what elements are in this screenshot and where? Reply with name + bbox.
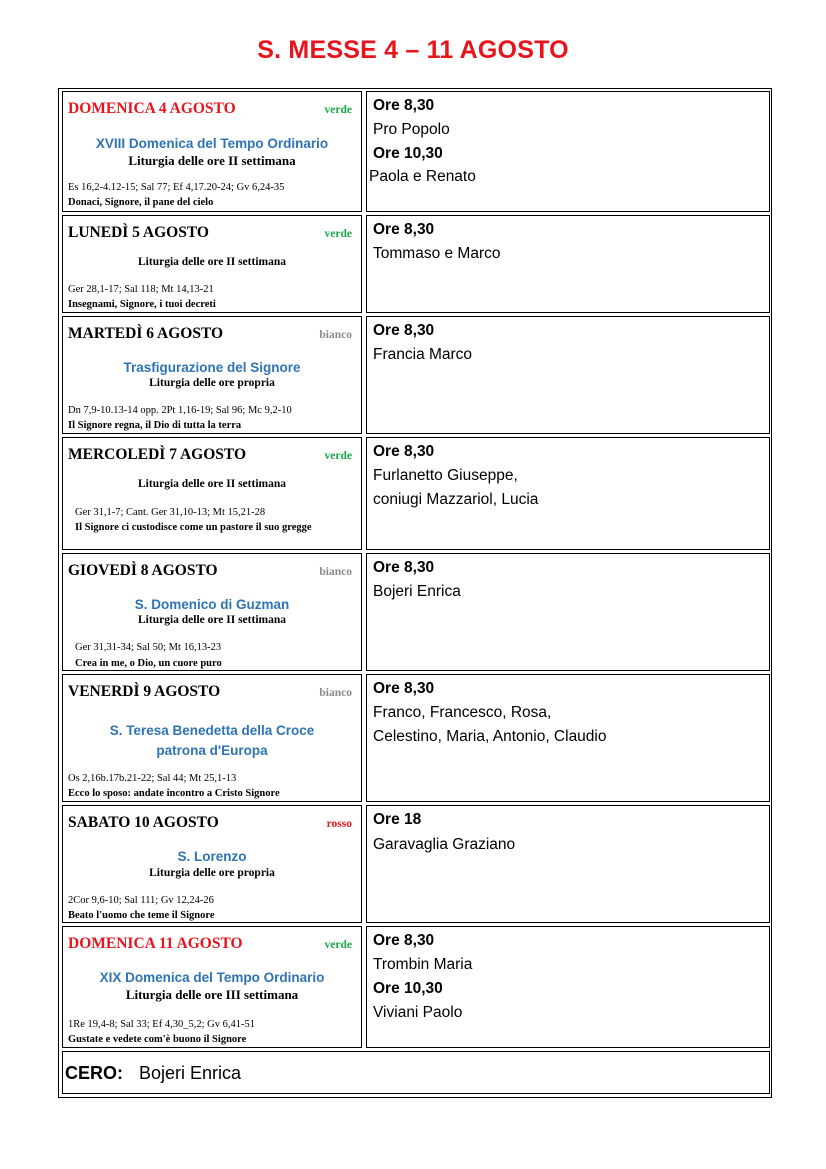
liturgy-hours: Liturgia delle ore II settimana [138,614,286,626]
feast-subtitle: patrona d'Europa [156,743,268,758]
mass-intention: Tommaso e Marco [373,245,501,262]
mass-time: Ore 10,30 [373,145,443,162]
psalm-response: Insegnami, Signore, i tuoi decreti [68,299,216,310]
mass-time: Ore 8,30 [373,322,435,339]
day-cell-sabato-10 [62,805,362,923]
mass-cell-sabato-10 [366,805,770,923]
day-label: GIOVEDÌ 8 AGOSTO [68,562,218,579]
mass-time: Ore 8,30 [373,97,435,114]
feast-name: S. Teresa Benedetta della Croce [109,723,315,738]
liturgical-color: rosso [326,818,352,830]
readings: Ger 28,1-17; Sal 118; Mt 14,13-21 [68,284,214,295]
mass-intention: Francia Marco [373,346,473,363]
feast-name: XVIII Domenica del Tempo Ordinario [95,136,329,151]
liturgy-hours: Liturgia delle ore II settimana [138,478,286,490]
psalm-response: Gustate e vedete com'è buono il Signore [68,1034,247,1045]
mass-cell-lunedi-5 [366,215,770,313]
cero-row [62,1051,770,1094]
day-label: DOMENICA 4 AGOSTO [68,100,236,117]
mass-intention: Pro Popolo [373,121,450,138]
mass-time: Ore 8,30 [373,559,435,576]
readings: 2Cor 9,6-10; Sal 111; Gv 12,24-26 [68,895,214,906]
page-title: S. MESSE 4 – 11 AGOSTO [257,36,569,64]
liturgy-hours: Liturgia delle ore II settimana [128,153,296,168]
day-label: LUNEDÌ 5 AGOSTO [68,224,209,241]
mass-time: Ore 10,30 [373,980,443,997]
readings: Ger 31,31-34; Sal 50; Mt 16,13-23 [75,642,222,653]
liturgical-color: bianco [319,687,352,699]
day-label: VENERDÌ 9 AGOSTO [68,683,221,700]
mass-intention: Garavaglia Graziano [373,836,516,853]
psalm-response: Il Signore regna, il Dio di tutta la terra [68,420,242,431]
mass-intention: coniugi Mazzariol, Lucia [373,491,539,508]
day-cell-mercoledi-7 [62,437,362,550]
mass-cell-domenica-4 [366,91,770,212]
mass-cell-mercoledi-7 [366,437,770,550]
cero-value: Bojeri Enrica [139,1063,242,1083]
day-cell-lunedi-5 [62,215,362,313]
feast-name: S. Lorenzo [177,849,247,864]
mass-cell-martedi-6 [366,316,770,434]
psalm-response: Beato l'uomo che teme il Signore [68,910,215,921]
day-label: MARTEDÌ 6 AGOSTO [68,325,224,342]
liturgy-hours: Liturgia delle ore propria [149,377,275,389]
readings: Os 2,16b.17b.21-22; Sal 44; Mt 25,1-13 [68,773,237,784]
psalm-response: Crea in me, o Dio, un cuore puro [75,658,222,669]
feast-name: Trasfigurazione del Signore [123,360,301,375]
liturgy-hours: Liturgia delle ore III settimana [125,987,299,1002]
liturgical-color: bianco [319,566,352,578]
mass-time: Ore 8,30 [373,680,435,697]
readings: Es 16,2-4.12-15; Sal 77; Ef 4,17.20-24; Gv 6,24-35 [68,182,285,193]
feast-name: XIX Domenica del Tempo Ordinario [99,970,325,985]
feast-name: S. Domenico di Guzman [134,597,290,612]
day-label: MERCOLEDÌ 7 AGOSTO [68,446,247,463]
day-cell-domenica-11 [62,926,362,1048]
psalm-response: Ecco lo sposo: andate incontro a Cristo Signore [68,788,280,799]
cero-label: CERO: [65,1063,123,1083]
psalm-response: Donaci, Signore, il pane del cielo [68,197,214,208]
day-cell-domenica-4 [62,91,362,212]
liturgical-color: verde [324,228,352,240]
mass-cell-giovedi-8 [366,553,770,671]
mass-intention: Celestino, Maria, Antonio, Claudio [373,728,607,745]
liturgical-color: verde [324,450,352,462]
liturgical-color: verde [324,104,352,116]
day-cell-venerdi-9 [62,674,362,802]
day-cell-giovedi-8 [62,553,362,671]
liturgical-color: bianco [319,329,352,341]
day-cell-martedi-6 [62,316,362,434]
mass-intention: Franco, Francesco, Rosa, [373,704,552,721]
readings: Dn 7,9-10.13-14 opp. 2Pt 1,16-19; Sal 96; Mc 9,2-10 [68,405,292,416]
readings: Ger 31,1-7; Cant. Ger 31,10-13; Mt 15,21-28 [75,507,266,518]
liturgical-color: verde [324,939,352,951]
mass-time: Ore 18 [373,811,422,828]
mass-time: Ore 8,30 [373,932,435,949]
day-label: SABATO 10 AGOSTO [68,814,219,831]
mass-time: Ore 8,30 [373,443,435,460]
readings: 1Re 19,4-8; Sal 33; Ef 4,30_5,2; Gv 6,41-51 [68,1019,255,1030]
mass-intention: Paola e Renato [369,168,476,185]
liturgy-hours: Liturgia delle ore propria [149,867,275,879]
mass-cell-domenica-11 [366,926,770,1048]
day-label: DOMENICA 11 AGOSTO [68,935,243,952]
psalm-response: Il Signore ci custodisce come un pastore il suo gregge [75,522,312,533]
liturgy-hours: Liturgia delle ore II settimana [138,256,286,268]
mass-cell-venerdi-9 [366,674,770,802]
mass-intention: Trombin Maria [373,956,473,973]
mass-time: Ore 8,30 [373,221,435,238]
mass-intention: Bojeri Enrica [373,583,461,600]
mass-intention: Viviani Paolo [373,1004,463,1021]
mass-intention: Furlanetto Giuseppe, [373,467,518,484]
